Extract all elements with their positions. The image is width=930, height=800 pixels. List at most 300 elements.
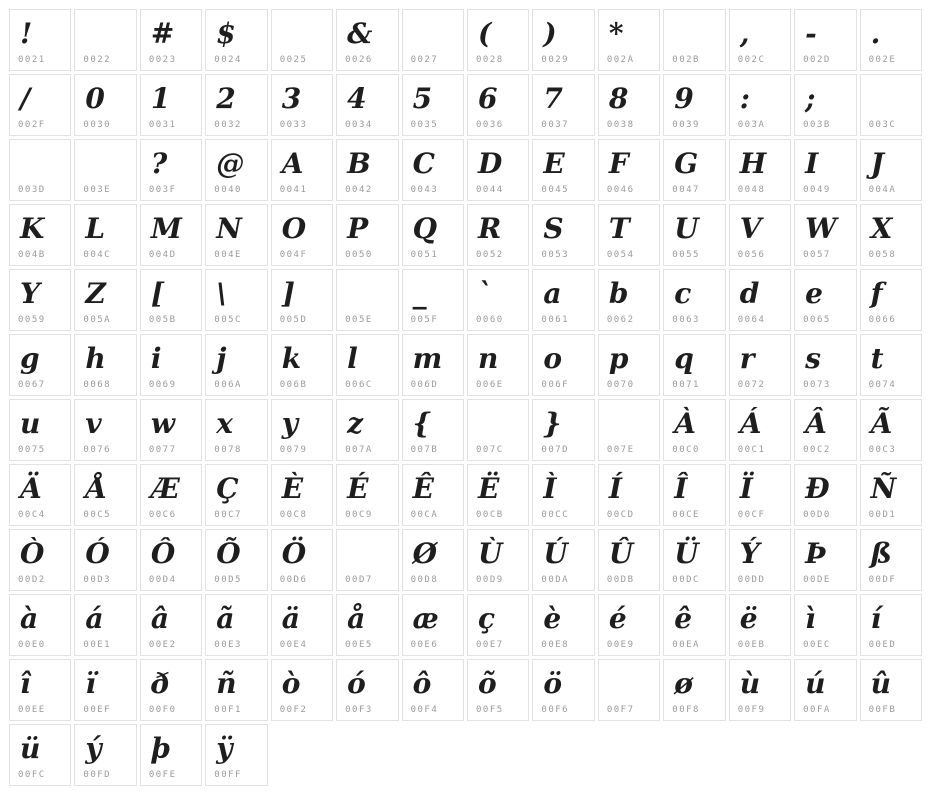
glyph-cell	[598, 594, 660, 656]
glyph-cell	[74, 269, 136, 331]
glyph-character: .	[870, 17, 881, 50]
codepoint-label: 00CB	[475, 510, 504, 520]
glyph-cell	[729, 464, 791, 526]
glyph-cell	[205, 9, 267, 71]
glyph-character: }	[543, 407, 562, 440]
glyph-character: e	[805, 277, 823, 310]
glyph-character: ]	[281, 277, 295, 310]
glyph-cell	[532, 399, 594, 461]
codepoint-label: 00C9	[345, 510, 373, 520]
glyph-cell	[402, 529, 464, 591]
glyph-cell	[140, 74, 202, 136]
glyph-cell	[860, 334, 922, 396]
codepoint-label: 00C8	[279, 510, 308, 520]
glyph-cell	[271, 139, 333, 201]
codepoint-label: 007A	[345, 445, 373, 455]
glyph-cell	[598, 464, 660, 526]
glyph-character: #	[150, 17, 175, 50]
codepoint-label: 0068	[83, 380, 112, 390]
codepoint-label: 0028	[475, 55, 504, 65]
glyph-cell	[9, 9, 71, 71]
glyph-character: Ç	[216, 472, 239, 505]
glyph-cell	[140, 464, 202, 526]
glyph-character: C	[412, 147, 435, 180]
codepoint-label: 0034	[345, 120, 373, 130]
glyph-cell	[74, 464, 136, 526]
glyph-cell	[336, 529, 398, 591]
glyph-cell	[729, 74, 791, 136]
glyph-character: d	[739, 277, 760, 310]
glyph-character: ê	[674, 602, 693, 635]
glyph-character: A	[281, 147, 304, 180]
glyph-cell	[467, 204, 529, 266]
codepoint-label: 005E	[345, 315, 373, 325]
glyph-cell	[794, 334, 856, 396]
glyph-character: $	[216, 17, 236, 50]
codepoint-label: 0030	[83, 120, 112, 130]
glyph-character: u	[20, 407, 41, 440]
glyph-cell	[140, 659, 202, 721]
codepoint-label: 00E6	[410, 640, 439, 650]
codepoint-label: 00D1	[868, 510, 897, 520]
glyph-cell	[9, 74, 71, 136]
glyph-character: I	[805, 147, 819, 180]
glyph-cell	[729, 594, 791, 656]
glyph-character: é	[608, 602, 627, 635]
codepoint-label: 00F5	[475, 705, 504, 715]
glyph-cell	[402, 464, 464, 526]
glyph-character: Þ	[805, 537, 827, 570]
glyph-cell	[205, 139, 267, 201]
codepoint-label: 0072	[737, 380, 766, 390]
codepoint-label: 00EE	[18, 705, 46, 715]
glyph-cell	[598, 269, 660, 331]
glyph-cell	[140, 724, 202, 786]
glyph-character: g	[20, 342, 40, 375]
glyph-cell	[467, 399, 529, 461]
codepoint-label: 004B	[18, 250, 46, 260]
glyph-character: â	[150, 602, 169, 635]
glyph-character: Ï	[739, 472, 753, 505]
glyph-cell	[271, 74, 333, 136]
glyph-cell	[9, 139, 71, 201]
codepoint-label: 0060	[475, 315, 504, 325]
glyph-character: ð	[150, 667, 170, 700]
glyph-character: 8	[608, 82, 629, 115]
codepoint-label: 005F	[410, 315, 439, 325]
glyph-cell	[663, 269, 725, 331]
glyph-character: [	[150, 277, 165, 310]
codepoint-label: 002D	[803, 55, 831, 65]
codepoint-label: 003D	[18, 185, 46, 195]
codepoint-label: 00C1	[737, 445, 766, 455]
glyph-cell	[140, 139, 202, 201]
glyph-character: (	[477, 17, 492, 50]
glyph-cell	[467, 139, 529, 201]
glyph-character: Ü	[674, 537, 699, 570]
glyph-character: ?	[150, 147, 168, 180]
codepoint-label: 00FA	[803, 705, 831, 715]
codepoint-label: 0061	[541, 315, 570, 325]
glyph-character: O	[281, 212, 307, 245]
glyph-character: 6	[477, 82, 498, 115]
codepoint-label: 007D	[541, 445, 570, 455]
codepoint-label: 0029	[541, 55, 570, 65]
codepoint-label: 00C3	[868, 445, 897, 455]
glyph-cell	[532, 334, 594, 396]
glyph-cell	[336, 334, 398, 396]
glyph-cell	[74, 334, 136, 396]
glyph-cell	[205, 529, 267, 591]
glyph-character: 7	[543, 82, 563, 115]
glyph-character: Ñ	[870, 472, 897, 505]
glyph-cell	[402, 204, 464, 266]
glyph-character: !	[20, 17, 33, 50]
glyph-character: Z	[85, 277, 106, 310]
codepoint-label: 005A	[83, 315, 112, 325]
glyph-cell	[860, 269, 922, 331]
glyph-character: j	[216, 342, 227, 375]
glyph-cell	[336, 139, 398, 201]
codepoint-label: 00ED	[868, 640, 897, 650]
glyph-cell	[598, 9, 660, 71]
glyph-cell	[532, 139, 594, 201]
glyph-character: Á	[739, 407, 762, 440]
codepoint-label: 00FC	[18, 770, 46, 780]
codepoint-label: 00D4	[148, 575, 177, 585]
glyph-character: i	[150, 342, 162, 375]
codepoint-label: 00E9	[606, 640, 635, 650]
glyph-character: ý	[85, 732, 102, 765]
codepoint-label: 003C	[868, 120, 897, 130]
glyph-character: P	[347, 212, 369, 245]
codepoint-label: 003B	[803, 120, 831, 130]
glyph-cell	[860, 464, 922, 526]
codepoint-label: 0038	[606, 120, 635, 130]
codepoint-label: 0069	[148, 380, 177, 390]
codepoint-label: 0027	[410, 55, 439, 65]
codepoint-label: 0054	[606, 250, 635, 260]
codepoint-label: 00F8	[672, 705, 700, 715]
glyph-character: Ë	[477, 472, 500, 505]
glyph-character: y	[281, 407, 298, 440]
codepoint-label: 006B	[279, 380, 308, 390]
glyph-character: ú	[805, 667, 826, 700]
glyph-character: X	[870, 212, 893, 245]
glyph-cell	[336, 659, 398, 721]
glyph-character: Y	[20, 277, 40, 310]
glyph-cell	[9, 594, 71, 656]
glyph-cell	[402, 399, 464, 461]
glyph-cell	[532, 204, 594, 266]
glyph-character: U	[674, 212, 699, 245]
glyph-cell	[598, 74, 660, 136]
glyph-cell	[794, 594, 856, 656]
glyph-character: ñ	[216, 667, 237, 700]
codepoint-label: 00C4	[18, 510, 46, 520]
glyph-character: ò	[281, 667, 301, 700]
glyph-character: è	[543, 602, 562, 635]
codepoint-label: 00FE	[148, 770, 177, 780]
glyph-cell	[729, 139, 791, 201]
glyph-cell	[205, 659, 267, 721]
glyph-cell	[467, 594, 529, 656]
codepoint-label: 00C2	[803, 445, 831, 455]
glyph-character: E	[543, 147, 565, 180]
glyph-cell	[9, 269, 71, 331]
codepoint-label: 0022	[83, 55, 112, 65]
glyph-character: *	[608, 17, 624, 50]
glyph-cell	[9, 529, 71, 591]
glyph-cell	[794, 529, 856, 591]
glyph-character: à	[20, 602, 39, 635]
codepoint-label: 0058	[868, 250, 897, 260]
codepoint-label: 00DF	[868, 575, 897, 585]
glyph-character: N	[216, 212, 242, 245]
glyph-character: K	[20, 212, 45, 245]
codepoint-label: 004E	[214, 250, 242, 260]
codepoint-label: 00CE	[672, 510, 700, 520]
glyph-character: Ì	[543, 472, 557, 505]
codepoint-label: 00EC	[803, 640, 831, 650]
glyph-character: r	[739, 342, 755, 375]
glyph-cell	[205, 334, 267, 396]
codepoint-label: 00CC	[541, 510, 570, 520]
codepoint-label: 0043	[410, 185, 439, 195]
glyph-character: J	[870, 147, 884, 180]
codepoint-label: 002A	[606, 55, 635, 65]
codepoint-label: 0021	[18, 55, 46, 65]
glyph-cell	[729, 659, 791, 721]
codepoint-label: 00E5	[345, 640, 373, 650]
glyph-character: B	[347, 147, 371, 180]
glyph-character: a	[543, 277, 562, 310]
glyph-character: G	[674, 147, 699, 180]
glyph-cell	[402, 659, 464, 721]
codepoint-label: 0062	[606, 315, 635, 325]
codepoint-label: 0042	[345, 185, 373, 195]
glyph-character: þ	[150, 732, 171, 765]
glyph-character: F	[608, 147, 629, 180]
codepoint-label: 00DA	[541, 575, 570, 585]
glyph-cell	[860, 659, 922, 721]
glyph-character: _	[412, 277, 427, 310]
glyph-cell	[663, 464, 725, 526]
codepoint-label: 00EA	[672, 640, 700, 650]
glyph-cell	[794, 9, 856, 71]
glyph-character: å	[347, 602, 366, 635]
glyph-cell	[205, 269, 267, 331]
glyph-character: Î	[674, 472, 688, 505]
glyph-character: á	[85, 602, 104, 635]
glyph-cell	[9, 399, 71, 461]
codepoint-label: 0045	[541, 185, 570, 195]
glyph-cell	[140, 529, 202, 591]
codepoint-label: 002C	[737, 55, 766, 65]
glyph-character: Q	[412, 212, 437, 245]
codepoint-label: 0067	[18, 380, 46, 390]
glyph-cell	[74, 9, 136, 71]
glyph-character: o	[543, 342, 563, 375]
codepoint-label: 0059	[18, 315, 46, 325]
codepoint-label: 0046	[606, 185, 635, 195]
glyph-character: :	[739, 82, 751, 115]
glyph-character: z	[347, 407, 364, 440]
glyph-character: b	[608, 277, 629, 310]
glyph-character: ã	[216, 602, 235, 635]
glyph-character: `	[477, 277, 492, 310]
codepoint-label: 00F7	[606, 705, 635, 715]
codepoint-label: 00E1	[83, 640, 112, 650]
codepoint-label: 00C0	[672, 445, 700, 455]
codepoint-label: 00CD	[606, 510, 635, 520]
glyph-cell	[74, 529, 136, 591]
glyph-character: õ	[477, 667, 497, 700]
glyph-character: Õ	[216, 537, 241, 570]
codepoint-label: 0064	[737, 315, 766, 325]
codepoint-label: 004C	[83, 250, 112, 260]
glyph-character: q	[674, 342, 694, 375]
codepoint-label: 005B	[148, 315, 177, 325]
glyph-cell	[205, 204, 267, 266]
glyph-cell	[205, 399, 267, 461]
codepoint-label: 00F1	[214, 705, 242, 715]
glyph-character: 5	[412, 82, 433, 115]
codepoint-label: 0051	[410, 250, 439, 260]
codepoint-label: 00DD	[737, 575, 766, 585]
glyph-cell	[729, 334, 791, 396]
glyph-character: Æ	[150, 472, 180, 505]
glyph-cell	[9, 464, 71, 526]
codepoint-label: 0025	[279, 55, 308, 65]
glyph-cell	[860, 74, 922, 136]
glyph-character: ü	[20, 732, 41, 765]
glyph-cell	[140, 204, 202, 266]
glyph-character: v	[85, 407, 102, 440]
glyph-cell	[402, 334, 464, 396]
glyph-cell	[402, 74, 464, 136]
glyph-character: 0	[85, 82, 105, 115]
codepoint-label: 00E8	[541, 640, 570, 650]
codepoint-label: 00D5	[214, 575, 242, 585]
codepoint-label: 0056	[737, 250, 766, 260]
glyph-cell	[74, 724, 136, 786]
glyph-character: Å	[85, 472, 108, 505]
codepoint-label: 00E7	[475, 640, 504, 650]
glyph-cell	[663, 334, 725, 396]
codepoint-label: 00E4	[279, 640, 308, 650]
codepoint-label: 002B	[672, 55, 700, 65]
codepoint-label: 004F	[279, 250, 308, 260]
codepoint-label: 0044	[475, 185, 504, 195]
codepoint-label: 00DC	[672, 575, 700, 585]
glyph-character: È	[281, 472, 304, 505]
codepoint-label: 0032	[214, 120, 242, 130]
glyph-cell	[663, 139, 725, 201]
glyph-character: û	[870, 667, 891, 700]
glyph-character: ï	[85, 667, 97, 700]
glyph-character: ç	[477, 602, 496, 635]
codepoint-label: 00FD	[83, 770, 112, 780]
codepoint-label: 0047	[672, 185, 700, 195]
codepoint-label: 00D0	[803, 510, 831, 520]
glyph-character: À	[674, 407, 697, 440]
codepoint-label: 0055	[672, 250, 700, 260]
glyph-character: w	[150, 407, 175, 440]
codepoint-label: 00D2	[18, 575, 46, 585]
glyph-cell	[402, 269, 464, 331]
glyph-cell	[467, 334, 529, 396]
glyph-character: l	[347, 342, 358, 375]
codepoint-label: 00FB	[868, 705, 897, 715]
glyph-character: ÿ	[216, 732, 233, 765]
codepoint-label: 00F2	[279, 705, 308, 715]
codepoint-label: 0053	[541, 250, 570, 260]
glyph-character: ó	[347, 667, 366, 700]
glyph-character: )	[543, 17, 557, 50]
glyph-cell	[271, 9, 333, 71]
glyph-cell	[271, 399, 333, 461]
codepoint-label: 0077	[148, 445, 177, 455]
codepoint-label: 00E3	[214, 640, 242, 650]
glyph-cell	[336, 464, 398, 526]
codepoint-label: 0074	[868, 380, 897, 390]
glyph-character: Ö	[281, 537, 307, 570]
glyph-cell	[663, 399, 725, 461]
glyph-character: 3	[281, 82, 302, 115]
glyph-cell	[336, 269, 398, 331]
codepoint-label: 00DB	[606, 575, 635, 585]
glyph-cell	[271, 204, 333, 266]
codepoint-label: 0041	[279, 185, 308, 195]
codepoint-label: 00D6	[279, 575, 308, 585]
glyph-character: 2	[216, 82, 236, 115]
glyph-cell	[9, 724, 71, 786]
glyph-character: h	[85, 342, 106, 375]
codepoint-label: 006F	[541, 380, 570, 390]
glyph-cell	[74, 74, 136, 136]
glyph-cell	[794, 399, 856, 461]
glyph-cell	[532, 269, 594, 331]
glyph-character: s	[805, 342, 821, 375]
glyph-character: m	[412, 342, 443, 375]
glyph-cell	[794, 204, 856, 266]
codepoint-label: 00E2	[148, 640, 177, 650]
glyph-cell	[598, 334, 660, 396]
glyph-cell	[140, 399, 202, 461]
glyph-cell	[336, 399, 398, 461]
glyph-character: H	[739, 147, 767, 180]
codepoint-label: 00F4	[410, 705, 439, 715]
glyph-character: c	[674, 277, 692, 310]
glyph-character: @	[216, 147, 245, 180]
glyph-cell	[598, 529, 660, 591]
glyph-cell	[74, 139, 136, 201]
glyph-cell	[140, 594, 202, 656]
glyph-character: ù	[739, 667, 761, 700]
codepoint-label: 00E0	[18, 640, 46, 650]
glyph-cell	[663, 594, 725, 656]
glyph-cell	[598, 139, 660, 201]
glyph-character: Ä	[20, 472, 42, 505]
glyph-cell	[860, 529, 922, 591]
glyph-character: W	[805, 212, 837, 245]
codepoint-label: 0071	[672, 380, 700, 390]
codepoint-label: 00FF	[214, 770, 242, 780]
glyph-cell	[598, 659, 660, 721]
codepoint-label: 00C6	[148, 510, 177, 520]
codepoint-label: 0040	[214, 185, 242, 195]
